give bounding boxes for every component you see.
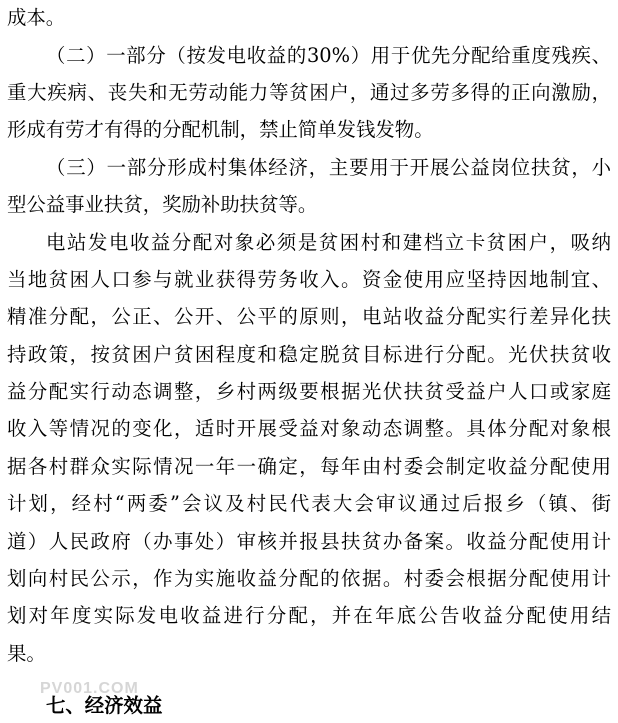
text-line: （三）一部分形成村集体经济，主要用于开展公益岗位扶贫，小 <box>46 156 611 179</box>
text-line: 持政策，按贫困户贫困程度和稳定脱贫目标进行分配。光伏扶贫收 <box>7 343 611 366</box>
text-line: 成本。 <box>7 6 66 29</box>
text-line: 精准分配，公正、公开、公平的原则，电站收益分配实行差异化扶 <box>7 305 611 328</box>
text-line: 据各村群众实际情况一年一确定，每年由村委会制定收益分配使用 <box>7 455 611 478</box>
text-line: 收入等情况的变化，适时开展受益对象动态调整。具体分配对象根 <box>7 417 611 440</box>
text-line: 果。 <box>7 642 46 665</box>
watermark: PV001.COM <box>40 680 139 697</box>
text-line: 划对年度实际发电收益进行分配，并在年底公告收益分配使用结 <box>7 604 611 627</box>
text-line: （二）一部分（按发电收益的30%）用于优先分配给重度残疾、 <box>46 44 611 67</box>
text-line: 形成有劳才有得的分配机制，禁止简单发钱发物。 <box>7 118 434 141</box>
section-heading: 七、经济效益 <box>46 694 163 717</box>
text-line: 计划，经村“两委”会议及村民代表大会审议通过后报乡（镇、街 <box>7 492 611 515</box>
text-line: 重大疾病、丧失和无劳动能力等贫困户，通过多劳多得的正向激励， <box>7 81 611 104</box>
text-line: 型公益事业扶贫，奖励补助扶贫等。 <box>7 193 318 216</box>
text-line: 电站发电收益分配对象必须是贫困村和建档立卡贫困户，吸纳 <box>46 231 611 254</box>
text-line: 益分配实行动态调整，乡村两级要根据光伏扶贫受益户人口或家庭 <box>7 380 611 403</box>
text-line: 当地贫困人口参与就业获得劳务收入。资金使用应坚持因地制宜、 <box>7 268 611 291</box>
text-line: 道）人民政府（办事处）审核并报县扶贫办备案。收益分配使用计 <box>7 530 611 553</box>
text-line: 划向村民公示，作为实施收益分配的依据。村委会根据分配使用计 <box>7 567 611 590</box>
